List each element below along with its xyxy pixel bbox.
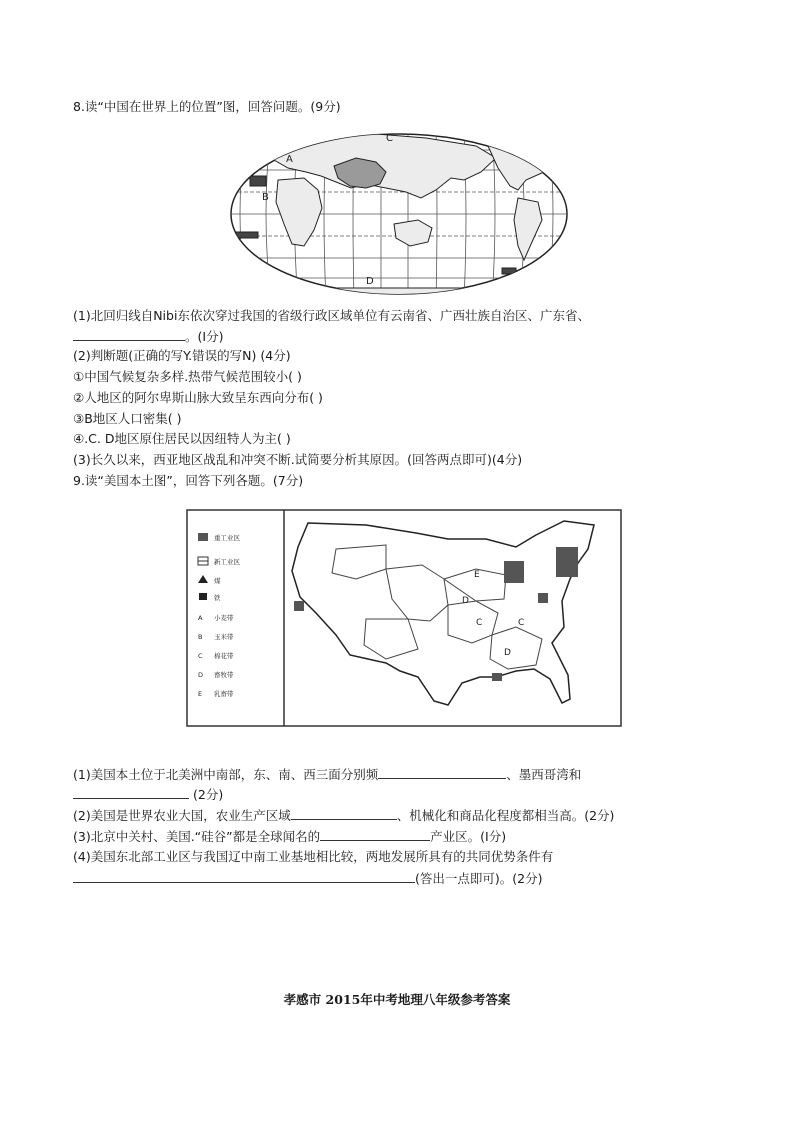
q9-p4b: (答出一点即可)。(2分): [415, 871, 543, 886]
map-label-a: A: [286, 154, 293, 165]
svg-text:E: E: [198, 690, 203, 698]
q8-p2: (2)判断题(正确的写Y.错误的写N) (4分): [73, 348, 291, 363]
answer-key-title: 孝感市 2015年中考地理八年级参考答案: [283, 992, 511, 1007]
q9-p1a: (1)美国本土位于北美洲中南部，东、南、西三面分别频: [73, 767, 379, 782]
svg-text:A: A: [198, 614, 203, 622]
legend-1: 新工业区: [214, 558, 240, 566]
q8-item1: ①中国气候复杂多样.热带气候范围较小( ): [73, 369, 302, 384]
q9-title: 9.读“美国本土图”，回答下列各题。(7分): [73, 473, 304, 488]
q9-p3b: 产业区。(I分): [430, 829, 507, 844]
q9-p1-line: [73, 766, 581, 783]
q9-p1c: (2分): [192, 787, 224, 802]
legend-7: 畜牧带: [214, 671, 234, 679]
q8-item4: ④.C. D地区原住居民以因纽特人为主( ): [73, 431, 291, 446]
usa-label-c2: C: [518, 618, 525, 628]
q8-title: 8.读“中国在世界上的位置”图，回答问题。(9分): [73, 99, 341, 114]
answer-blank[interactable]: [291, 807, 397, 820]
q9-p2a: (2)美国是世界农业大国，农业生产区域: [73, 808, 291, 823]
q9-p4: (4)美国东北部工业区与我国辽中南工业基地相比较，两地发展所具有的共同优势条件有: [73, 849, 554, 864]
answer-blank[interactable]: [73, 870, 415, 883]
q9-p1c-line: [73, 786, 223, 803]
legend-5: 玉米带: [214, 633, 234, 641]
svg-text:D: D: [198, 671, 204, 679]
usa-label-c1: C: [476, 618, 483, 628]
legend-8: 乳畜带: [214, 690, 234, 698]
legend-0: 重工业区: [214, 534, 240, 542]
legend-6: 棉花带: [214, 652, 234, 660]
legend-2: 煤: [214, 577, 221, 585]
q9-p3a: (3)北京中关村、美国.“硅谷”都是全球闻名的: [73, 829, 321, 844]
map-label-c: C: [386, 133, 393, 144]
q8-p1a: (1)北回归线自Nibi东依次穿过我国的省级行政区域单位有云南省、广西壮族自治区、广东省、: [73, 308, 590, 323]
legend-4: 小麦带: [214, 614, 234, 622]
answer-blank[interactable]: [378, 766, 506, 779]
svg-text:B: B: [198, 633, 203, 641]
usa-label-e: E: [474, 570, 480, 580]
usa-label-d1: D: [462, 596, 469, 606]
world-map-figure: [226, 128, 572, 304]
q9-p4b-line: [73, 870, 542, 887]
q8-p3: (3)长久以来，西亚地区战乱和冲突不断.试简要分析其原因。(回答两点即可)(4分): [73, 452, 523, 467]
svg-text:C: C: [198, 652, 203, 660]
q8-item2: ②人地区的阿尔卑斯山脉大致呈东西向分布( ): [73, 390, 323, 405]
answer-blank[interactable]: [73, 786, 189, 799]
usa-label-d2: D: [504, 648, 511, 658]
legend-3: 铁: [214, 594, 221, 602]
map-label-b: B: [262, 192, 269, 203]
q9-p3-line: [73, 828, 506, 845]
answer-blank[interactable]: [320, 828, 430, 841]
q8-item3: ③B地区人口密集( ): [73, 411, 182, 426]
q8-p1b-line: [73, 328, 223, 345]
answer-blank[interactable]: [73, 328, 185, 341]
q9-p2-line: [73, 807, 614, 824]
q8-p1b: 。(I分): [185, 329, 224, 344]
q9-p2b: 、机械化和商品化程度都相当高。(2分): [396, 808, 615, 823]
map-label-d: D: [366, 276, 374, 287]
usa-map-figure: [186, 509, 622, 731]
q9-p1b: 、墨西哥湾和: [506, 767, 582, 782]
